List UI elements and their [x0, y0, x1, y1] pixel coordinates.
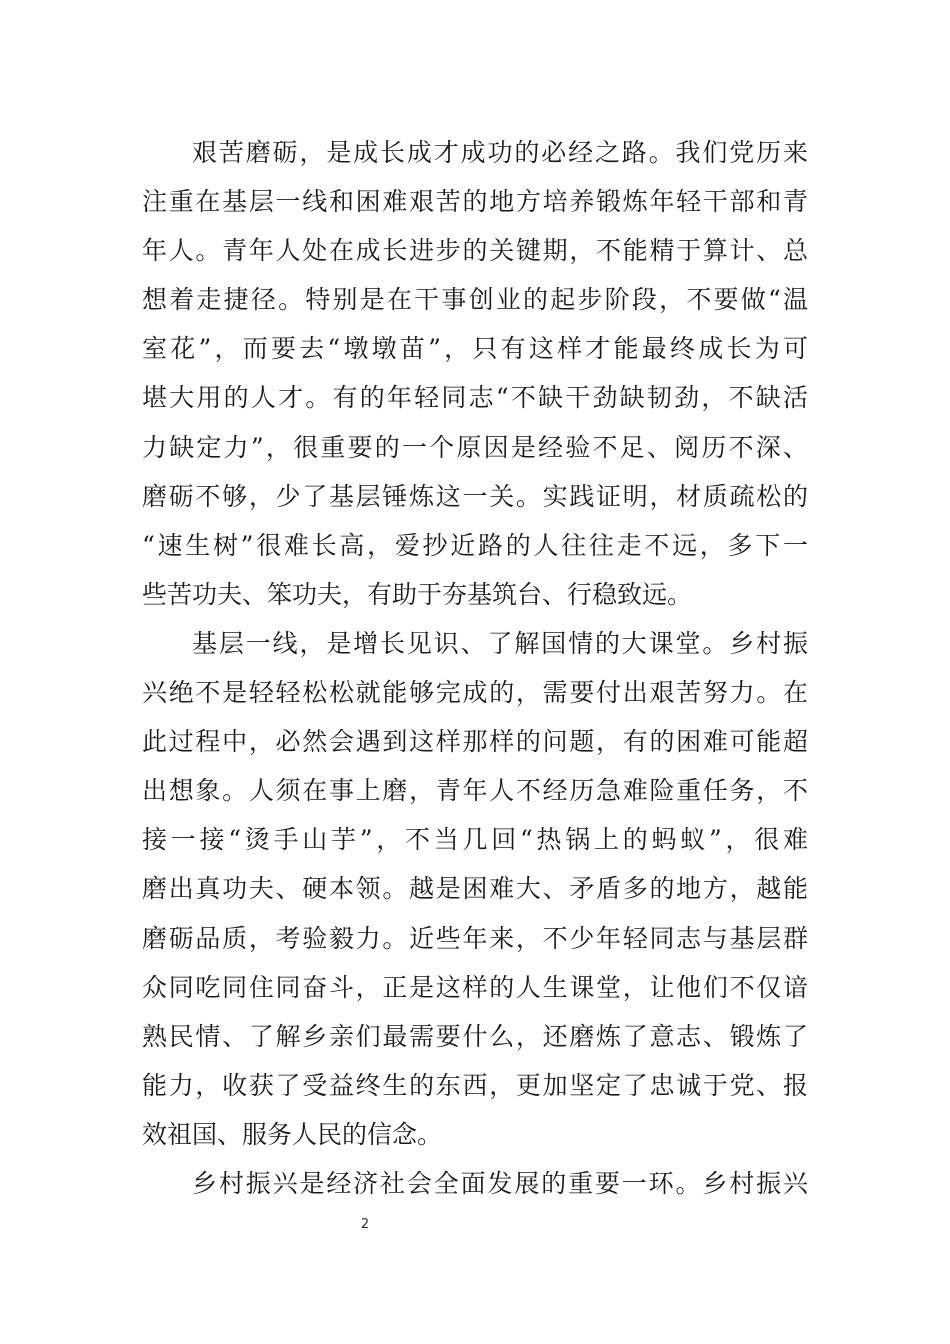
paragraph-1	[142, 128, 808, 619]
text-line: 接一接“烫手山芋”，不当几回“热锅上的蚂蚁”，很难	[142, 825, 808, 855]
text-line: 磨出真功夫、硬本领。越是困难大、矛盾多的地方，越能	[142, 874, 808, 904]
text-line: 室花”，而要去“墩墩苗”，只有这样才能最终成长为可	[142, 334, 808, 364]
paragraph-2	[142, 619, 808, 1159]
paragraph-3	[142, 1159, 808, 1208]
text-line: 众同吃同住同奋斗，正是这样的人生课堂，让他们不仅谙	[142, 972, 808, 1002]
text-line: 艰苦磨砺，是成长成才成功的必经之路。我们党历来	[192, 138, 808, 167]
text-line: 磨砺不够，少了基层锤炼这一关。实践证明，材质疏松的	[142, 481, 808, 511]
text-line: 兴绝不是轻轻松松就能够完成的，需要付出艰苦努力。在	[142, 678, 808, 708]
text-line: 能力，收获了受益终生的东西，更加坚定了忠诚于党、报	[142, 1070, 808, 1100]
page-number: 2	[360, 1217, 370, 1232]
text-line: 力缺定力”，很重要的一个原因是经验不足、阅历不深、	[142, 432, 808, 462]
text-line: 堪大用的人才。有的年轻同志“不缺干劲缺韧劲，不缺活	[142, 383, 808, 413]
text-line: “速生树”很难长高，爱抄近路的人往往走不远，多下一	[142, 530, 808, 560]
text-line: 磨砺品质，考验毅力。近些年来，不少年轻同志与基层群	[142, 923, 808, 953]
text-line: 注重在基层一线和困难艰苦的地方培养锻炼年轻干部和青	[142, 187, 808, 217]
text-line: 熟民情、了解乡亲们最需要什么，还磨炼了意志、锻炼了	[142, 1021, 808, 1051]
text-line: 年人。青年人处在成长进步的关键期，不能精于算计、总	[142, 236, 808, 266]
text-line: 乡村振兴是经济社会全面发展的重要一环。乡村振兴	[192, 1168, 808, 1198]
text-line: 基层一线，是增长见识、了解国情的大课堂。乡村振	[192, 628, 808, 658]
text-line: 此过程中，必然会遇到这样那样的问题，有的困难可能超	[142, 727, 808, 757]
body-text	[142, 128, 808, 1208]
text-line: 效祖国、服务人民的信念。	[142, 1119, 443, 1149]
text-line: 出想象。人须在事上磨，青年人不经历急难险重任务，不	[142, 776, 808, 806]
text-line: 些苦功夫、笨功夫，有助于夯基筑台、行稳致远。	[142, 579, 693, 609]
text-line: 想着走捷径。特别是在干事创业的起步阶段，不要做“温	[142, 285, 808, 315]
